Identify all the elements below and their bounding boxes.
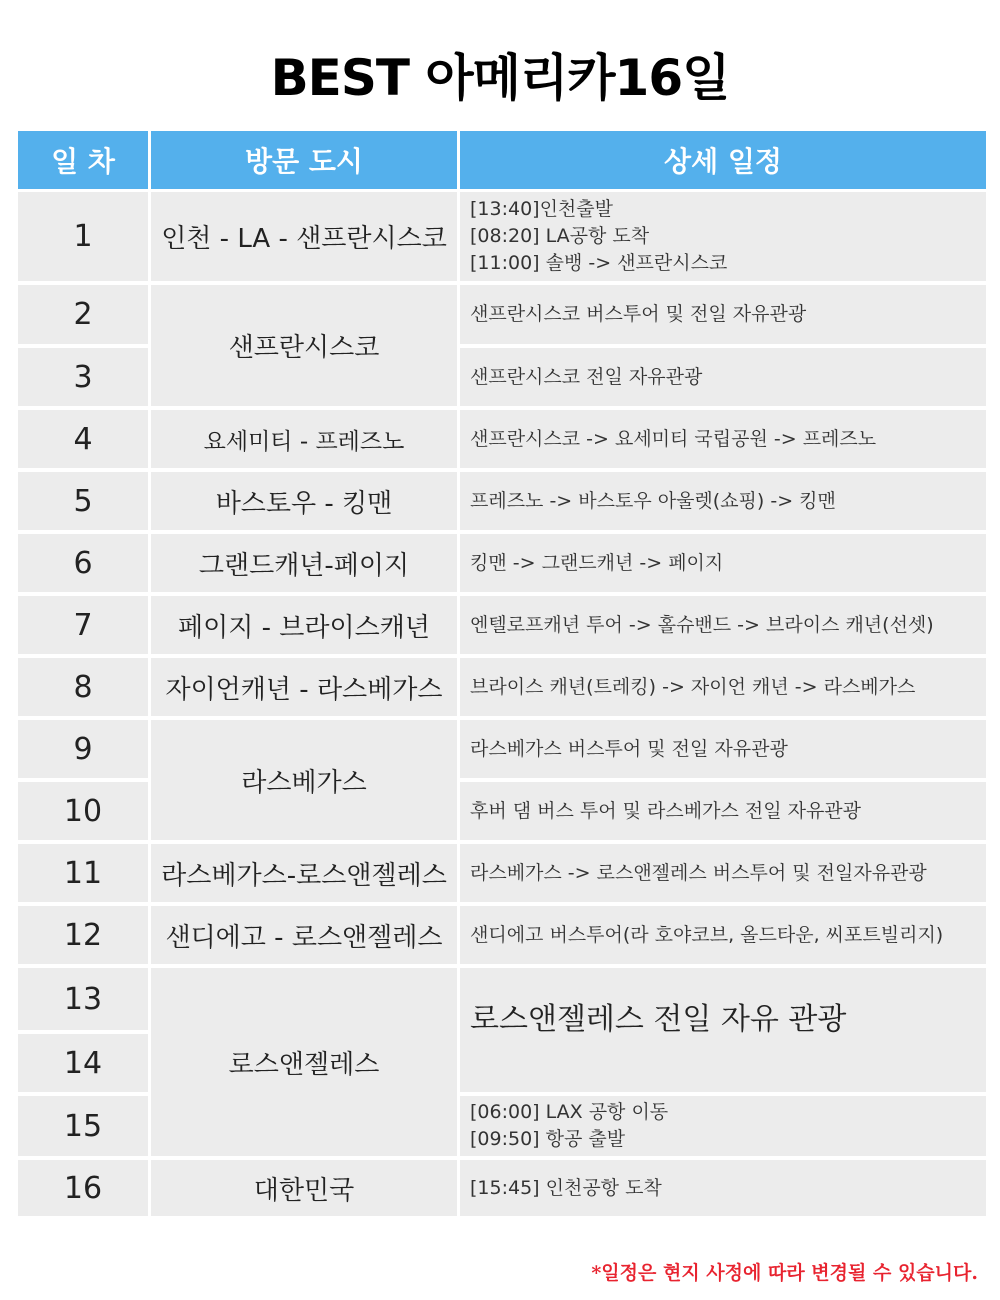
day-cell: 10 — [18, 782, 148, 840]
day-cell: 3 — [18, 348, 148, 406]
day-cell: 5 — [18, 472, 148, 530]
detail-cell: 프레즈노 -> 바스토우 아울렛(쇼핑) -> 킹맨 — [460, 472, 986, 530]
city-cell: 라스베가스-로스앤젤레스 — [151, 844, 457, 902]
detail-cell: 라스베가스 버스투어 및 전일 자유관광 — [460, 720, 986, 778]
detail-cell: [15:45] 인천공항 도착 — [460, 1160, 986, 1216]
detail-line: [06:00] LAX 공항 이동 — [470, 1101, 669, 1123]
city-cell: 샌프란시스코 — [151, 285, 457, 406]
header-day: 일 차 — [18, 131, 148, 189]
day-cell: 7 — [18, 596, 148, 654]
detail-cell: 샌프란시스코 버스투어 및 전일 자유관광 — [460, 285, 986, 344]
city-cell: 자이언캐년 - 라스베가스 — [151, 658, 457, 716]
detail-cell: 브라이스 캐년(트레킹) -> 자이언 캐년 -> 라스베가스 — [460, 658, 986, 716]
day-cell: 13 — [18, 968, 148, 1030]
footnote: *일정은 현지 사정에 따라 변경될 수 있습니다. — [591, 1262, 978, 1284]
detail-cell: 엔텔로프캐년 투어 -> 홀슈밴드 -> 브라이스 캐년(선셋) — [460, 596, 986, 654]
city-cell: 샌디에고 - 로스앤젤레스 — [151, 906, 457, 964]
day-cell: 2 — [18, 285, 148, 344]
day-cell: 12 — [18, 906, 148, 964]
city-cell: 대한민국 — [151, 1160, 457, 1216]
detail-cell — [460, 1096, 986, 1156]
city-cell: 로스앤젤레스 — [151, 968, 457, 1156]
day-cell: 4 — [18, 410, 148, 468]
detail-cell: 킹맨 -> 그랜드캐년 -> 페이지 — [460, 534, 986, 592]
header-city: 방문 도시 — [151, 131, 457, 189]
day-cell: 11 — [18, 844, 148, 902]
city-cell: 그랜드캐년-페이지 — [151, 534, 457, 592]
detail-line: [11:00] 솔뱅 -> 샌프란시스코 — [470, 252, 728, 274]
city-cell: 인천 - LA - 샌프란시스코 — [151, 192, 457, 281]
detail-line: [09:50] 항공 출발 — [470, 1128, 626, 1150]
city-cell: 페이지 - 브라이스캐년 — [151, 596, 457, 654]
header-detail: 상세 일정 — [460, 131, 986, 189]
day-cell: 14 — [18, 1034, 148, 1092]
day-cell: 16 — [18, 1160, 148, 1216]
detail-cell — [460, 192, 986, 281]
city-cell: 요세미티 - 프레즈노 — [151, 410, 457, 468]
detail-cell: 후버 댐 버스 투어 및 라스베가스 전일 자유관광 — [460, 782, 986, 840]
day-cell: 1 — [18, 192, 148, 281]
day-cell: 9 — [18, 720, 148, 778]
detail-cell: 샌프란시스코 전일 자유관광 — [460, 348, 986, 406]
day-cell: 8 — [18, 658, 148, 716]
day-cell: 15 — [18, 1096, 148, 1156]
detail-cell: 샌디에고 버스투어(라 호야코브, 올드타운, 씨포트빌리지) — [460, 906, 986, 964]
day-cell: 6 — [18, 534, 148, 592]
page-title: BEST 아메리카16일 — [270, 49, 730, 107]
city-cell: 바스토우 - 킹맨 — [151, 472, 457, 530]
detail-line: [08:20] LA공항 도착 — [470, 225, 650, 247]
detail-cell: 라스베가스 -> 로스앤젤레스 버스투어 및 전일자유관광 — [460, 844, 986, 902]
detail-line: [13:40]인천출발 — [470, 198, 613, 220]
detail-cell: 로스앤젤레스 전일 자유 관광 — [460, 968, 986, 1092]
detail-cell: 샌프란시스코 -> 요세미티 국립공원 -> 프레즈노 — [460, 410, 986, 468]
city-cell: 라스베가스 — [151, 720, 457, 840]
